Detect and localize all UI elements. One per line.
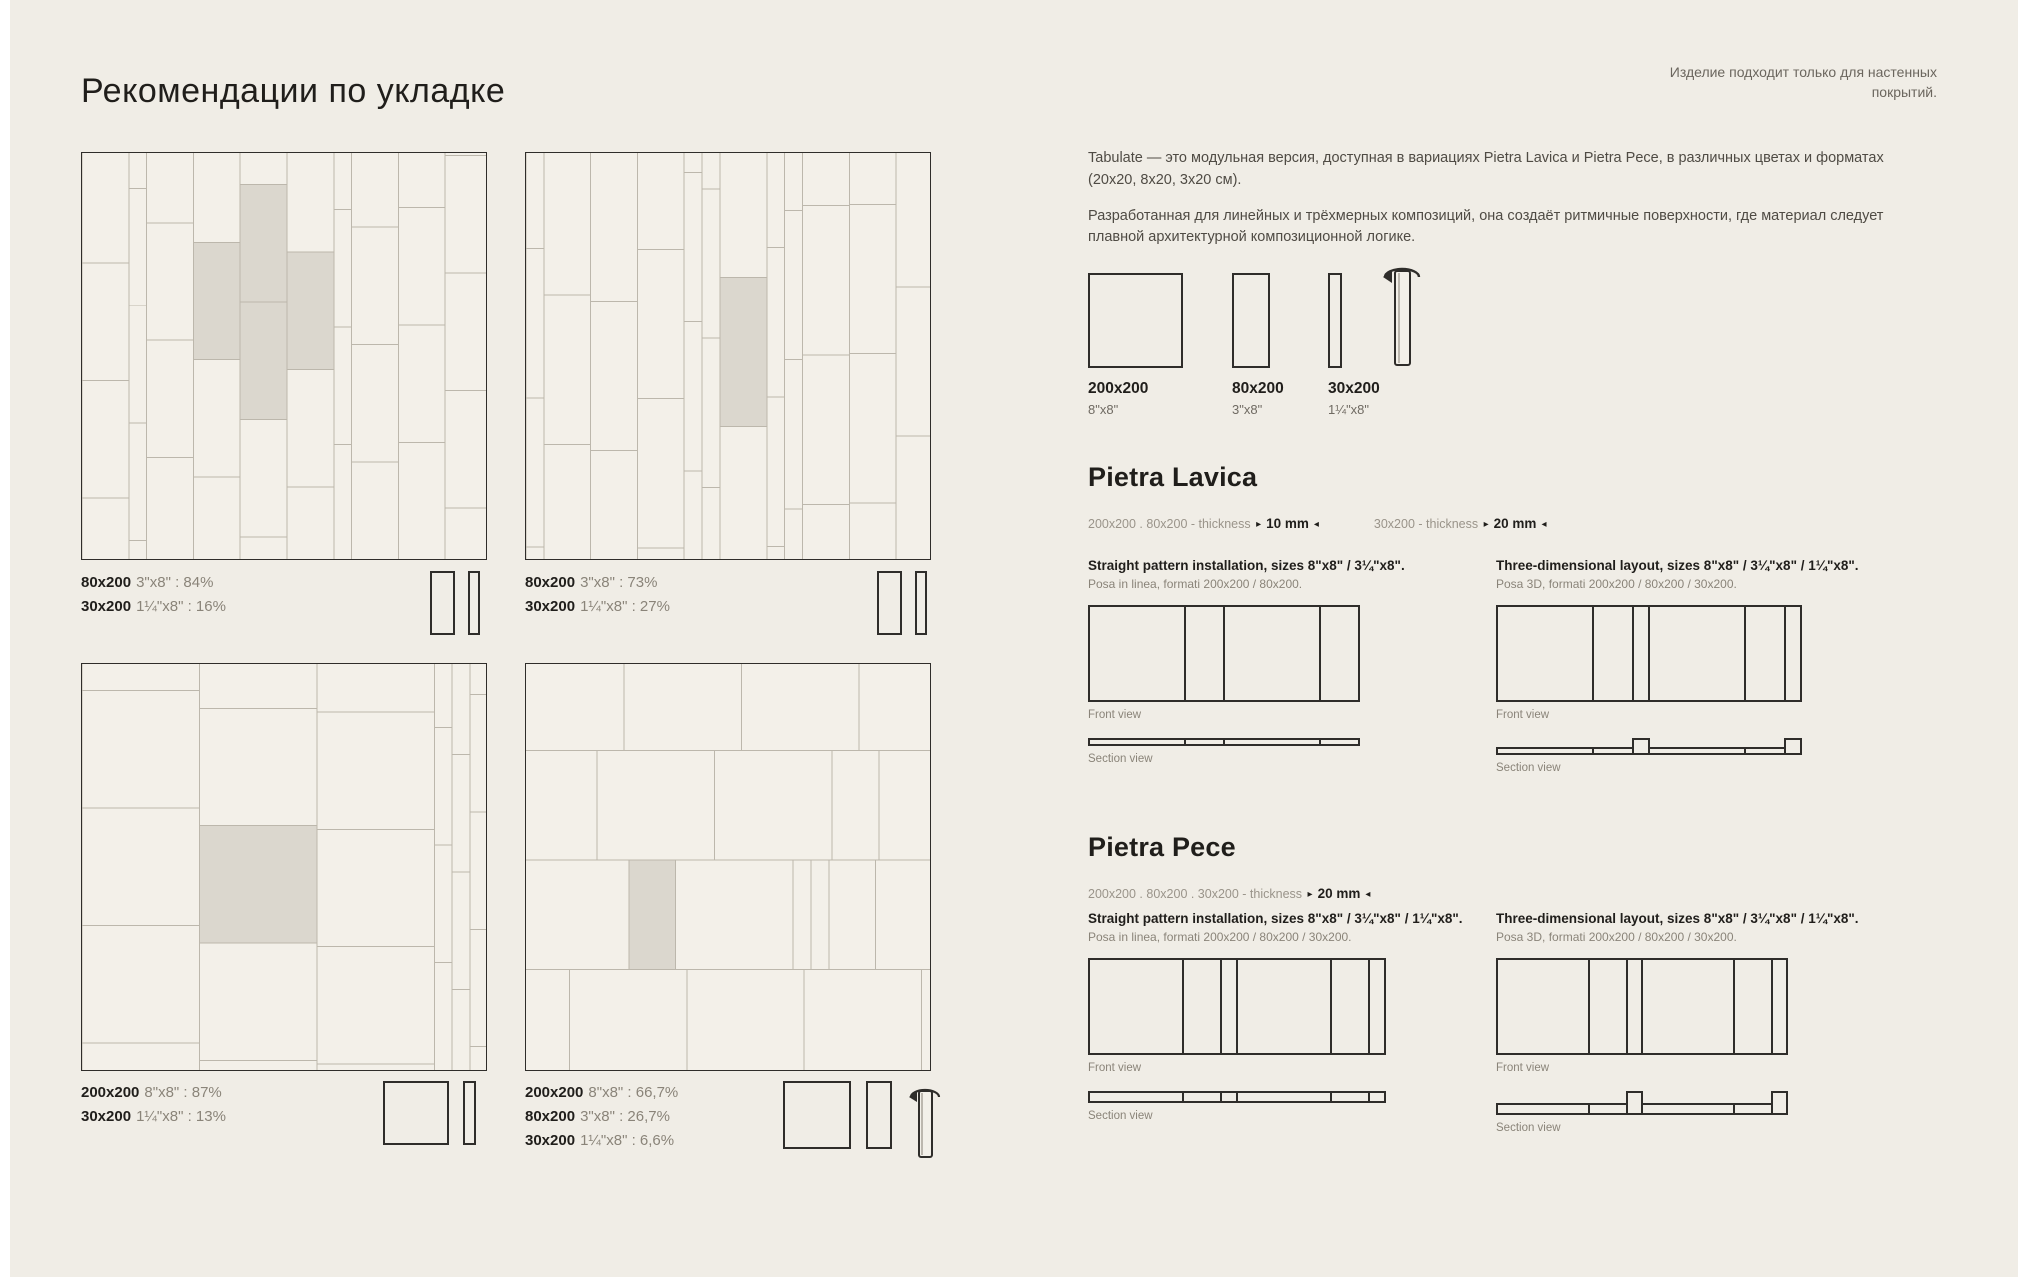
pattern-diagram-2 [525, 152, 931, 560]
section-view-label: Section view [1088, 753, 1153, 765]
layout-subtitle: Posa in linea, formati 200x200 / 80x200. [1088, 577, 1303, 591]
front-view-diagram [1088, 958, 1386, 1055]
section-view-label: Section view [1088, 1110, 1153, 1122]
pattern-size-label: 80x200 [525, 574, 576, 591]
spec-thickness-value: 10 mm [1266, 516, 1309, 531]
page-margin-strip [0, 0, 10, 1277]
size-item-200x200 [1088, 273, 1183, 368]
collection-title-pece: Pietra Pece [1088, 832, 1236, 862]
layout-subtitle: Posa 3D, formati 200x200 / 80x200 / 30x200. [1496, 930, 1737, 944]
spec-thickness-value: 20 mm [1317, 886, 1361, 901]
section-view-diagram [1088, 738, 1360, 746]
front-view-diagram [1088, 605, 1360, 702]
section-view-diagram [1088, 1091, 1386, 1103]
tile-30x200-icon [915, 571, 927, 635]
lavica-straight-layout [1088, 558, 1405, 765]
pattern-size-label: 30x200 [525, 1132, 576, 1149]
pattern-share-value: 1¼"x8" : 16% [136, 598, 226, 615]
pattern-size-label: 200x200 [525, 1084, 584, 1101]
tile-30x200-icon [468, 571, 480, 635]
section-view-diagram [1496, 1091, 1788, 1115]
spec-formats: 30x200 - thickness [1373, 517, 1479, 531]
tile-80x200-icon [866, 1081, 892, 1149]
layout-title: Straight pattern installation, sizes 8"x8" / 3¼"x8" / 1¼"x8". [1088, 911, 1463, 926]
size-mm-label: 30x200 [1328, 380, 1380, 397]
arrow-right-icon: ▸ [1307, 889, 1313, 900]
intro-text [1088, 148, 1928, 263]
pattern-size-label: 80x200 [525, 1108, 576, 1125]
lavica-3d-layout [1496, 558, 1859, 774]
pattern-1-legend [430, 571, 480, 635]
arrow-left-icon: ◂ [1365, 889, 1371, 900]
spec-thickness-value: 20 mm [1493, 516, 1537, 531]
front-view-label: Front view [1088, 709, 1142, 721]
pattern-size-label: 30x200 [525, 598, 576, 615]
size-label-200x200 [1088, 380, 1148, 417]
size-mm-label: 80x200 [1232, 380, 1284, 397]
pattern-share-value: 8"x8" : 87% [144, 1084, 222, 1101]
pattern-2-legend [877, 571, 927, 635]
front-view-label: Front view [1088, 1062, 1142, 1074]
pattern-share-value: 1¼"x8" : 13% [136, 1108, 226, 1125]
section-view-label: Section view [1496, 762, 1561, 774]
pattern-share-value: 3"x8" : 26,7% [580, 1108, 670, 1125]
arrow-right-icon: ▸ [1483, 519, 1489, 530]
layout-subtitle: Posa 3D, formati 200x200 / 80x200 / 30x200. [1496, 577, 1737, 591]
size-inch-label: 8"x8" [1088, 402, 1119, 417]
pece-3d-layout [1496, 911, 1859, 1134]
front-view-label: Front view [1496, 709, 1550, 721]
layout-title: Three-dimensional layout, sizes 8"x8" / 3¼"x8" / 1¼"x8". [1496, 558, 1859, 573]
intro-paragraph-1: Tabulate — это модульная версия, доступная в вариациях Pietra Lavica и Pietra Pece, в различных цветах и форматах (20x20, 8x20, 3x20 см). [1088, 150, 1884, 188]
arrow-left-icon: ◂ [1313, 519, 1319, 530]
lavica-thickness-spec [1088, 516, 1548, 531]
size-30x200-shape-icon [1328, 273, 1342, 368]
layout-subtitle: Posa in linea, formati 200x200 / 80x200 / 30x200. [1088, 930, 1352, 944]
tile-200x200-icon [383, 1081, 449, 1145]
arrow-right-icon: ▸ [1256, 519, 1262, 530]
intro-paragraph-2: Разработанная для линейных и трёхмерных композиций, она создаёт ритмичные поверхности, где материал следует плавной архитектурной композиционной логике. [1088, 207, 1884, 246]
front-view-diagram [1496, 958, 1788, 1055]
size-label-80x200 [1232, 380, 1284, 417]
tile-30x200-icon [463, 1081, 476, 1145]
wall-coverings-note: Изделие подходит только для настенных покрытий. [1669, 64, 1937, 101]
pattern-size-label: 30x200 [81, 598, 132, 615]
layout-title: Three-dimensional layout, sizes 8"x8" / 3¼"x8" / 1¼"x8". [1496, 911, 1859, 926]
pattern-size-label: 30x200 [81, 1108, 132, 1125]
layout-title: Straight pattern installation, sizes 8"x8" / 3¼"x8". [1088, 558, 1405, 573]
pattern-diagram-1 [81, 152, 487, 560]
pattern-2-label [525, 571, 670, 619]
page-title: Рекомендации по укладке [81, 72, 506, 110]
size-label-30x200 [1328, 380, 1380, 417]
size-inch-label: 3"x8" [1232, 402, 1263, 417]
formats-row [1088, 273, 1608, 433]
tile-3d-rotation-icon [1380, 259, 1424, 371]
pece-thickness-spec [1088, 886, 1372, 901]
pattern-share-value: 1¼"x8" : 27% [580, 598, 670, 615]
tile-200x200-icon [783, 1081, 851, 1149]
size-mm-label: 200x200 [1088, 380, 1149, 397]
pece-straight-layout [1088, 911, 1463, 1122]
tile-80x200-icon [877, 571, 902, 635]
section-view-label: Section view [1496, 1122, 1561, 1134]
pattern-3-label [81, 1081, 226, 1129]
pattern-size-label: 200x200 [81, 1084, 140, 1101]
pattern-share-value: 3"x8" : 73% [580, 574, 658, 591]
size-80x200-shape-icon [1232, 273, 1270, 368]
section-view-diagram [1496, 738, 1802, 755]
pattern-diagram-3 [81, 663, 487, 1071]
spec-formats: 200x200 . 80x200 - thickness [1088, 517, 1251, 531]
pattern-share-value: 3"x8" : 84% [136, 574, 214, 591]
tile-80x200-icon [430, 571, 455, 635]
pattern-share-value: 8"x8" : 66,7% [588, 1084, 679, 1101]
collection-title-lavica: Pietra Lavica [1088, 462, 1258, 492]
size-item-30x200 [1328, 273, 1342, 368]
arrow-left-icon: ◂ [1541, 519, 1547, 530]
size-item-80x200 [1232, 273, 1270, 368]
size-200x200-shape-icon [1088, 273, 1183, 368]
pattern-1-label [81, 571, 226, 619]
pattern-share-value: 1¼"x8" : 6,6% [580, 1132, 675, 1149]
pattern-size-label: 80x200 [81, 574, 132, 591]
size-inch-label: 1¼"x8" [1328, 402, 1370, 417]
spec-formats: 200x200 . 80x200 . 30x200 - thickness [1088, 887, 1303, 901]
front-view-label: Front view [1496, 1062, 1550, 1074]
front-view-diagram [1496, 605, 1802, 702]
tile-3d-rotation-icon [907, 1081, 943, 1161]
pattern-4-label [525, 1081, 678, 1153]
pattern-4-legend [783, 1081, 943, 1161]
pattern-diagram-4 [525, 663, 931, 1071]
pattern-3-legend [383, 1081, 476, 1145]
